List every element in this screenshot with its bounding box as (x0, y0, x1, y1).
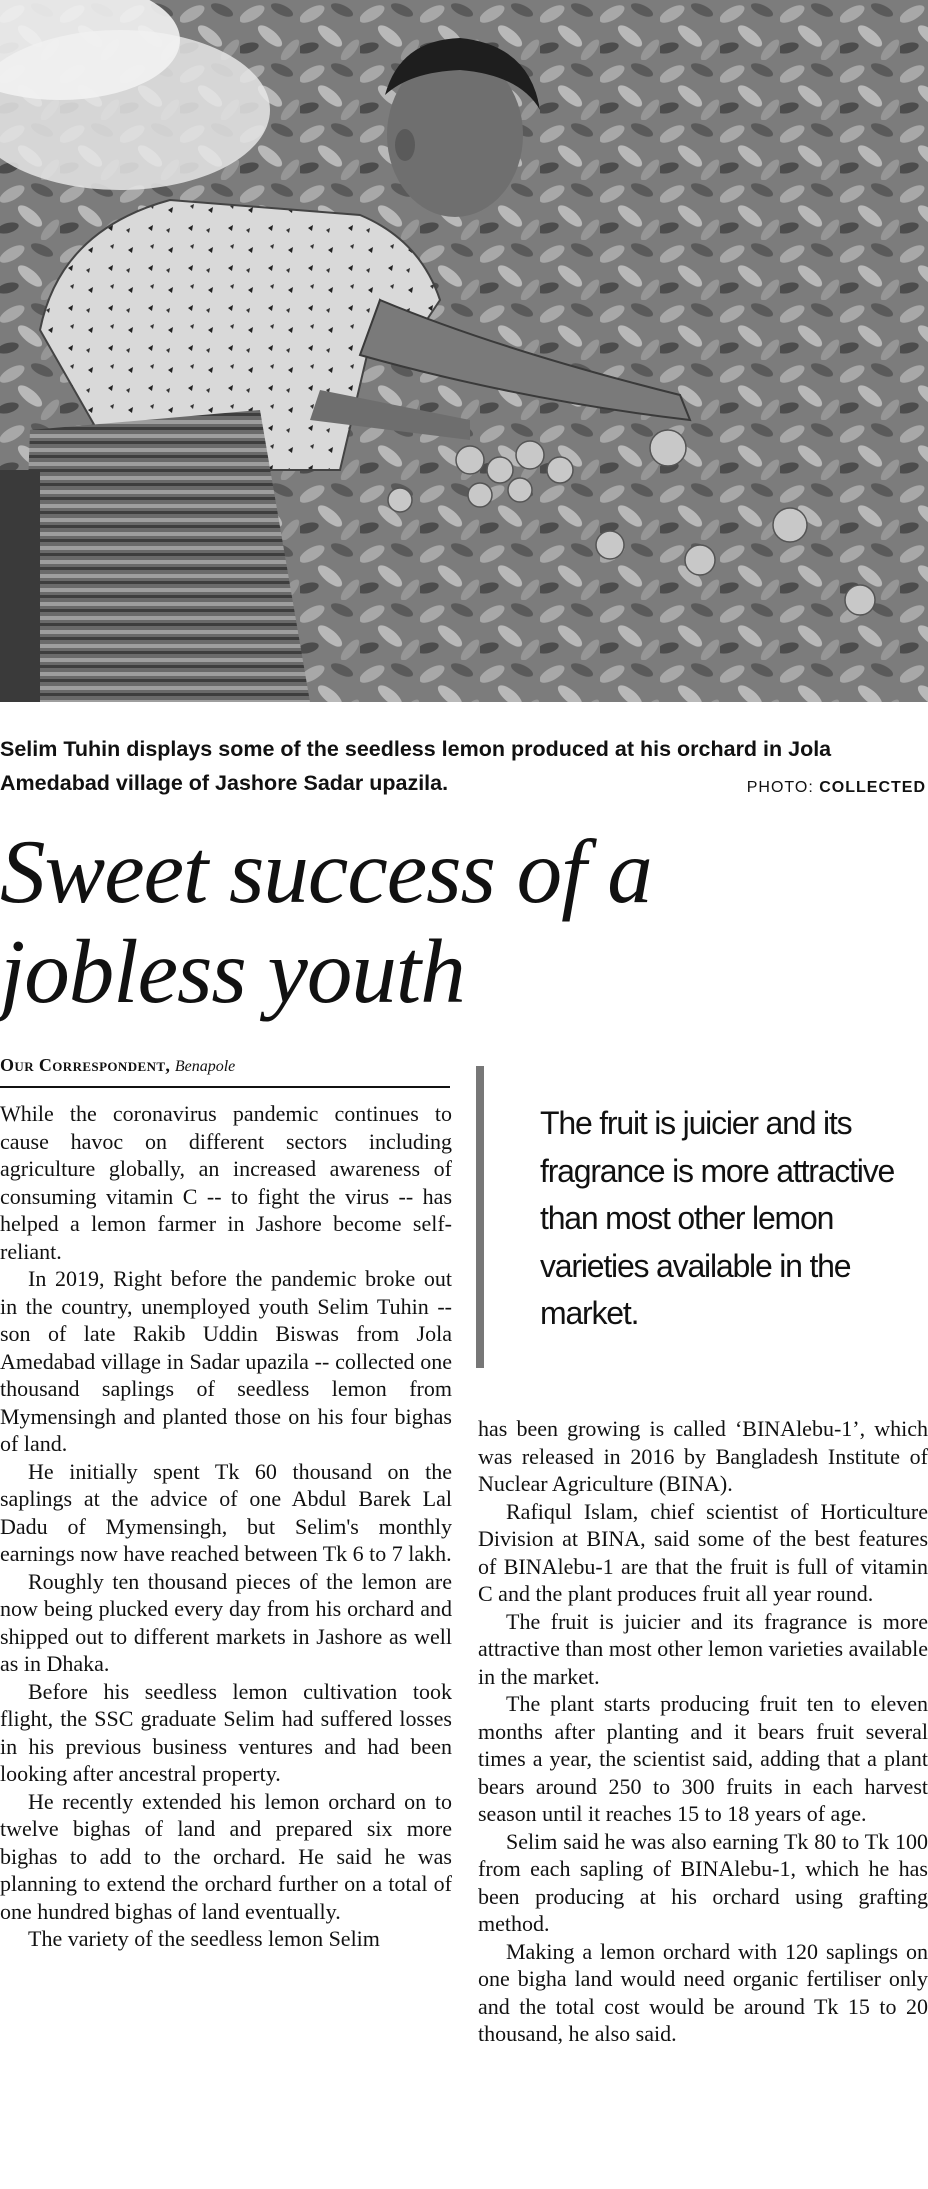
paragraph: He initially spent Tk 60 thousand on the saplings at the advice of one Abdul Barek Lal Dadu of Mymensingh, but Selim's monthly earnings now have reached between Tk 6 to 7 lakh. (0, 1458, 452, 1566)
photo-credit (747, 778, 926, 798)
photo-illustration (0, 0, 928, 702)
caption-line-1: Selim Tuhin displays some of the seedless lemon produced at his orchard in Jola (0, 737, 832, 761)
paragraph: has been growing is called ‘BINAlebu-1’, which was released in 2016 by Bangladesh Institute of Nuclear Agriculture (BINA). (478, 1416, 928, 1496)
paragraph: Roughly ten thousand pieces of the lemon are now being plucked every day from his orchard and shipped out to different markets in Jashore as well as in Dhaka. (0, 1568, 452, 1676)
headline-line-1: Sweet success of a (0, 821, 652, 922)
byline-divider (0, 1086, 450, 1088)
paragraph: The fruit is juicier and its fragrance is more attractive than most other lemon varieties available in the market. (478, 1608, 928, 1689)
photo-credit-label: PHOTO: (746, 779, 814, 796)
byline-name: Our Correspondent, (0, 1055, 171, 1075)
headline (0, 822, 928, 1022)
headline-line-2: jobless youth (0, 921, 465, 1022)
photo-credit-value: COLLECTED (819, 779, 926, 796)
pull-quote: The fruit is juicier and its fragrance is more attractive than most other lemon varieties available in the market. (540, 1105, 895, 1331)
paragraph: Before his seedless lemon cultivation took flight, the SSC graduate Selim had suffered losses in his previous business ventures and had been looking after ancestral property. (0, 1678, 452, 1786)
paragraph: Rafiqul Islam, chief scientist of Horticulture Division at BINA, said some of the best features of BINAlebu-1 are that the fruit is full of vitamin C and the plant produces fruit all year round. (478, 1498, 928, 1606)
paragraph: While the coronavirus pandemic continues to cause havoc on different sectors including agriculture globally, an increased awareness of consuming vitamin C -- to fight the virus -- has helped a lemon farmer in Jashore become self-reliant. (0, 1101, 452, 1264)
byline-place: Benapole (174, 1058, 236, 1075)
article-photo (0, 0, 928, 702)
paragraph: The variety of the seedless lemon Selim (28, 1926, 380, 1951)
byline (0, 1054, 235, 1078)
photo-caption (0, 732, 928, 800)
paragraph: Selim said he was also earning Tk 80 to Tk 100 from each sapling of BINAlebu-1, which he has been producing at his orchard using grafting method. (478, 1828, 928, 1936)
article-column-left (0, 1100, 452, 1953)
paragraph: The plant starts producing fruit ten to eleven months after planting and it bears fruit several times a year, the scientist said, adding that a plant bears around 250 to 300 fruits in each harvest season until it reaches 15 to 18 years of age. (478, 1691, 928, 1826)
paragraph: He recently extended his lemon orchard on to twelve bighas of land and prepared six more bighas to add to the orchard. He said he was planning to extend the orchard further on a total of one hundred bighas of land eventually. (0, 1788, 452, 1924)
paragraph: Making a lemon orchard with 120 saplings on one bigha land would need organic fertiliser only and the total cost would be around Tk 15 to 20 thousand, he also said. (478, 1938, 928, 2046)
article-column-right (478, 1415, 928, 2048)
pull-quote-bar (476, 1066, 484, 1368)
caption-line-2: Amedabad village of Jashore Sadar upazila. (0, 771, 449, 795)
paragraph: In 2019, Right before the pandemic broke out in the country, unemployed youth Selim Tuhin -- son of late Rakib Uddin Biswas from Jola Amedabad village in Sadar upazila -- collected one thousand saplings of seedless lemon from Mymensingh and planted those on his four bighas of land. (0, 1266, 452, 1456)
